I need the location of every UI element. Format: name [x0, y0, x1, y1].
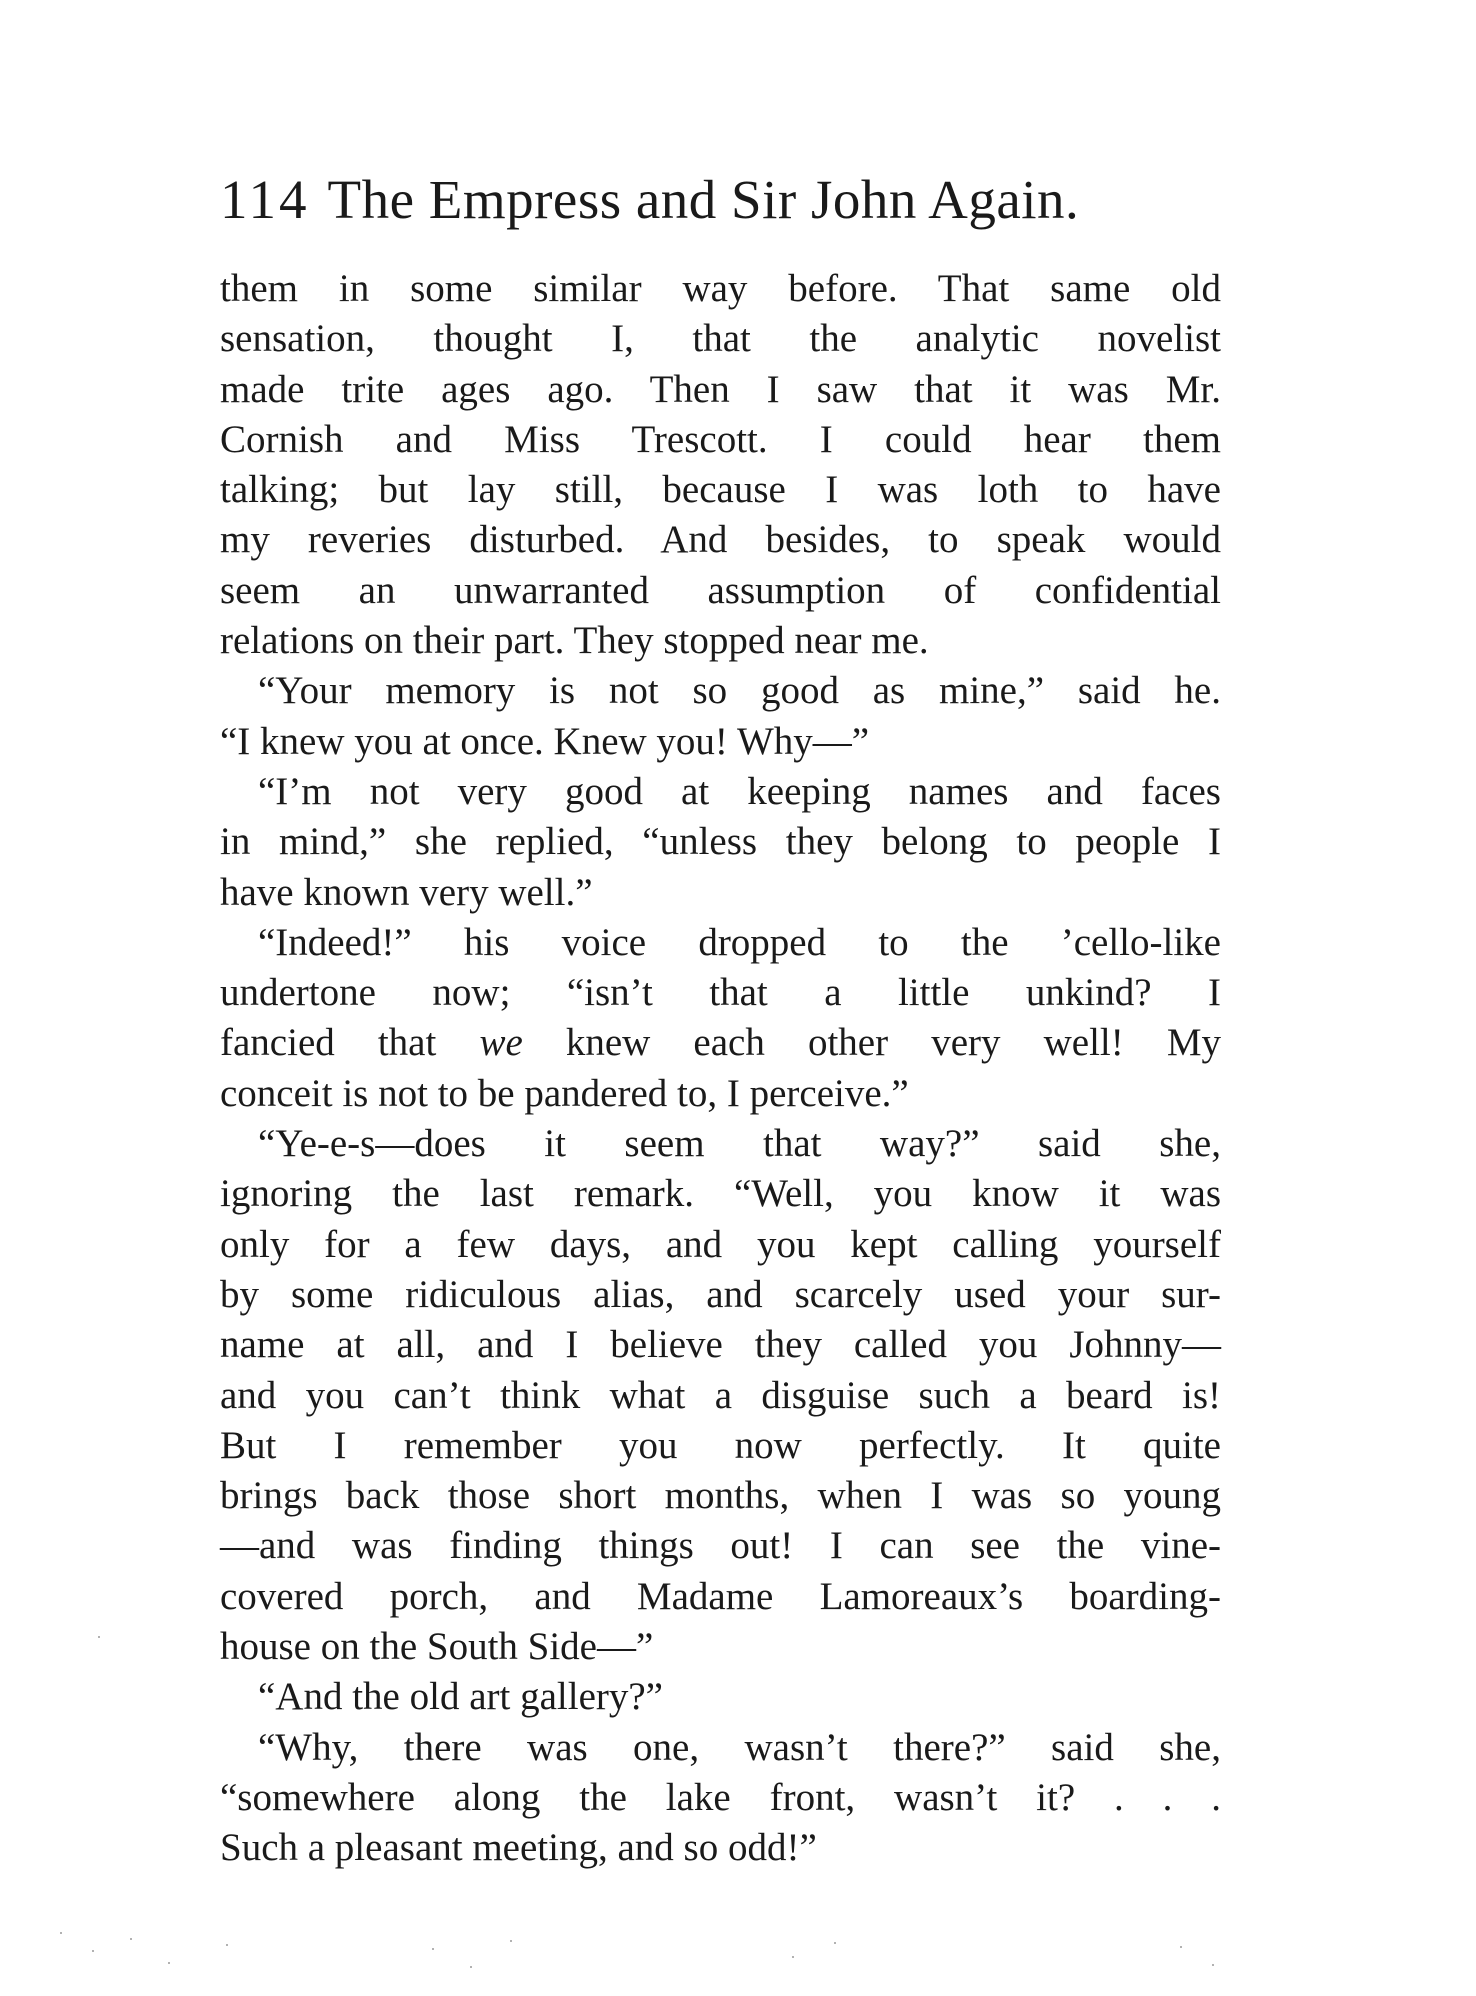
text-line: covered porch, and Madame Lamoreaux’s boarding-	[220, 1574, 1221, 1618]
text-line: talking; but lay still, because I was loth to have	[220, 468, 1221, 512]
text-line: “Your memory is not so good as mine,” said he.	[258, 669, 1221, 713]
text-line: Such a pleasant meeting, and so odd!”	[220, 1826, 817, 1870]
text-line: in mind,” she replied, “unless they belong to people I	[220, 820, 1221, 864]
running-head	[220, 166, 1220, 234]
text-line: But I remember you now perfectly. It quite	[220, 1423, 1221, 1467]
scan-speck	[130, 1938, 132, 1940]
text-line: “Why, there was one, wasn’t there?” said she,	[258, 1725, 1221, 1769]
text-line: seem an unwarranted assumption of confidential	[220, 568, 1221, 612]
text-line: only for a few days, and you kept calling yourself	[220, 1222, 1221, 1266]
page-number: 114	[220, 169, 310, 230]
text-line: “somewhere along the lake front, wasn’t it? . . .	[220, 1775, 1221, 1819]
scan-speck	[60, 1932, 62, 1934]
scan-speck	[98, 1636, 100, 1638]
scan-speck	[1180, 1946, 1182, 1948]
text-line: “And the old art gallery?”	[258, 1675, 663, 1719]
text-line: have known very well.”	[220, 870, 593, 914]
text-line: conceit is not to be pandered to, I perceive.”	[220, 1071, 909, 1115]
scan-speck	[1212, 1964, 1214, 1966]
scan-speck	[92, 1950, 94, 1952]
text-line: Cornish and Miss Trescott. I could hear them	[220, 417, 1221, 461]
text-segment: fancied that	[220, 1021, 480, 1065]
emphasized-word: we	[479, 1021, 523, 1065]
scan-speck	[792, 1956, 794, 1958]
text-line: sensation, thought I, that the analytic novelist	[220, 317, 1221, 361]
text-line: “Ye-e-s—does it seem that way?” said she,	[258, 1122, 1221, 1166]
text-line: made trite ages ago. Then I saw that it was Mr.	[220, 367, 1221, 411]
text-line: —and was finding things out! I can see the vine-	[220, 1524, 1221, 1568]
text-line-with-emphasis	[220, 1018, 1221, 1068]
text-line: undertone now; “isn’t that a little unkind? I	[220, 971, 1221, 1015]
scan-speck	[470, 1966, 472, 1968]
text-line: them in some similar way before. That same old	[220, 267, 1221, 310]
text-line: “Indeed!” his voice dropped to the ’cello-like	[258, 920, 1221, 964]
text-line: my reveries disturbed. And besides, to speak would	[220, 518, 1221, 562]
text-segment: knew each other very well! My	[522, 1021, 1221, 1065]
body-text	[220, 264, 1221, 1874]
text-line: brings back those short months, when I was so young	[220, 1474, 1221, 1518]
text-line: “I’m not very good at keeping names and faces	[258, 769, 1221, 813]
scan-speck	[226, 1944, 228, 1946]
text-line: house on the South Side—”	[220, 1625, 654, 1669]
text-line: name at all, and I believe they called you Johnny—	[220, 1323, 1221, 1367]
text-line: and you can’t think what a disguise such a beard is!	[220, 1373, 1221, 1417]
scan-speck	[834, 1942, 836, 1944]
text-line: by some ridiculous alias, and scarcely used your sur-	[220, 1272, 1221, 1316]
text-line: “I knew you at once. Knew you! Why—”	[220, 719, 870, 763]
running-title: The Empress and Sir John Again.	[327, 169, 1080, 230]
text-line: ignoring the last remark. “Well, you know it was	[220, 1172, 1221, 1216]
scan-speck	[510, 1940, 512, 1942]
scan-speck	[432, 1948, 434, 1950]
text-line: relations on their part. They stopped near me.	[220, 619, 929, 663]
scan-speck	[168, 1962, 170, 1964]
